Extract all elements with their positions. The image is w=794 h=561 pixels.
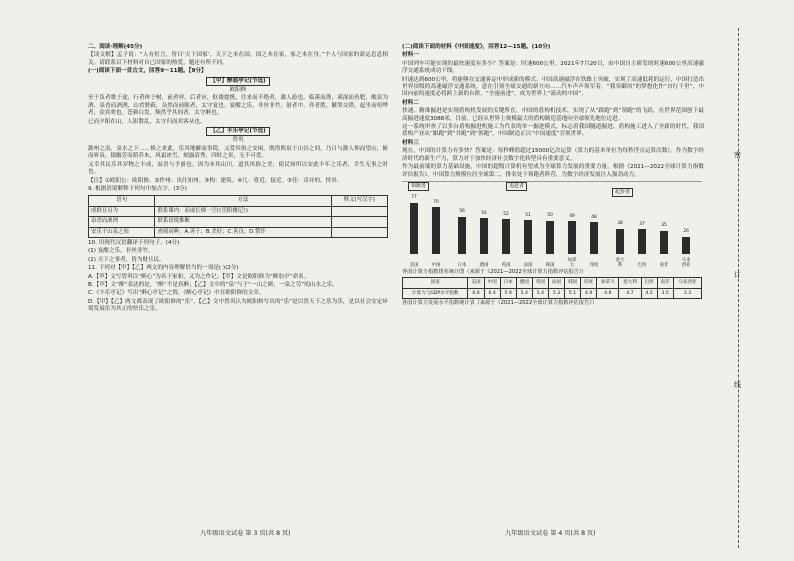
intro-text: 【读文解】孟子说：“人有恒言，皆曰‘天下国家’。天下之本在国，国之本在家，家之本在身。”个人与国家的命运息息相关。请联系以下材料对自己国家的热爱，题还有所不同。: [88, 52, 388, 66]
table-header: 韩国: [565, 278, 581, 288]
option-a[interactable]: A.【甲】文写曾巩以“醉心”为名于家和，又为之作记；【甲】文是欧阳修为“醉翁亭”命名。: [88, 273, 310, 280]
table-cell: 4.7: [619, 288, 641, 298]
material-1-label: 材料一: [402, 52, 419, 59]
data-label: 50: [547, 213, 553, 219]
page-footer-right: 九年级语文试卷 第 4 页(共 8 页): [505, 530, 596, 537]
table-cell: 6.4: [484, 288, 500, 298]
table-header: 巴西: [641, 278, 657, 288]
chart-caption: 各国计算力指数排名统计图（来源于《2021—2022全球计算力指数评估报告》）: [402, 268, 587, 275]
text-b-author: 曾巩: [232, 137, 244, 144]
question-10-1: (1) 宴酣之乐，非丝非竹。: [88, 248, 154, 255]
table-header: 日本: [500, 278, 516, 288]
table-header: 意大利: [619, 278, 641, 288]
section-heading: (二)阅读下面的材料《中国速度》，回答12—15题。(10分): [402, 44, 551, 50]
category-label: 德国: [479, 262, 489, 268]
material-3-body-2: 作为最前端的算力基础设施，中国的超级计算机有望成为全球算力发展的重要力量。根据《2021—2022全球计算力指数评估报告》，中国算力规模位居全球第二，排名处于领跑者阵营，为数字经济发展注入强劲动力。: [402, 164, 704, 178]
chart-bar: [638, 229, 646, 254]
group-label: 领跑者: [408, 182, 429, 191]
margin-label: 密: [734, 151, 741, 159]
table-header: 印度: [581, 278, 597, 288]
data-table: [402, 277, 702, 299]
category-label: 印度: [589, 262, 599, 268]
subsection-heading: (一)阅读下面一首古文，回答9～11题。【9分】: [88, 68, 207, 75]
chart-bar: [458, 217, 466, 254]
category-label: 美国: [409, 262, 419, 268]
answer-cell[interactable]: [331, 206, 387, 216]
chart-bar: [524, 220, 532, 254]
table-cell: 4.8: [597, 288, 619, 298]
margin-label: 订: [734, 271, 741, 279]
data-label: 48: [591, 214, 597, 220]
table-header: 南非: [657, 278, 673, 288]
chart-bar: [546, 221, 554, 254]
data-label: 51: [525, 212, 531, 218]
table-cell: 3.5: [657, 288, 673, 298]
material-1-body: 中国列车可能实现的最快速度有多少？答案是：时速600公里。2021年7月20日，由中国自主研发的时速600公里高速磁浮交通系统成功下线。: [402, 60, 704, 75]
table-cell: 5.9: [500, 288, 516, 298]
table-header: 加拿大: [597, 278, 619, 288]
table-header: 语句: [89, 196, 155, 206]
category-label: 南非: [659, 262, 669, 268]
text-a-body-1: 至于负者歌于途，行者休于树，前者呼，后者应，伛偻提携，往来而不绝者，滁人游也。临溪而渔，溪深而鱼肥，酿泉为酒，泉香而酒洌，山肴野蔌，杂然而前陈者，太守宴也。宴酣之乐，非丝非竹，射者中，弈者胜，觥筹交错，起坐而喧哗者，众宾欢也。苍颜白发，颓然乎其间者，太守醉也。: [88, 95, 388, 117]
question-10: 10. 用现代汉语翻译下列句子。(4分): [88, 239, 180, 246]
table-header: 法国: [548, 278, 564, 288]
data-label: 56: [459, 209, 465, 215]
table-row: 安乐于山泉之间 查阅词典：A.善于；B.美好；C.善良；D.赞许: [89, 227, 388, 237]
table-header: 释义(写汉字): [331, 196, 387, 206]
table-header: 国家: [403, 278, 468, 288]
data-label: 35: [661, 223, 667, 229]
section-heading: 二、阅读·理解(45分): [88, 44, 143, 50]
text-b-body-2: 又幸其民乐其岁物之丰成，而喜与予游也。因为本其山川，道其风俗之美，使民知所以安此丰年之乐者，幸生无事之时也。: [88, 161, 388, 176]
chart-bar: [660, 231, 668, 254]
data-label: 38: [617, 221, 623, 227]
group-label: 追赶者: [506, 182, 527, 191]
category-label: 巴西: [637, 262, 647, 268]
material-2-label: 材料二: [402, 99, 419, 106]
text-a-body-2: 已而夕阳在山，人影散乱，太守归而宾客从也。: [88, 118, 206, 125]
table-header: 中国: [484, 278, 500, 288]
table-header: 马来西亚: [673, 278, 701, 288]
table-cell: 4.9: [581, 288, 597, 298]
answer-cell[interactable]: [331, 217, 387, 227]
table-cell: 5.4: [516, 288, 532, 298]
data-label: 37: [639, 221, 645, 227]
table-header: 方法: [155, 196, 331, 206]
notes: 【注】①欧阳公：欧阳修。②作州：出任知州。③构：建筑。④几：将近，接近。⑤佳：奇异的，怪异。: [88, 177, 343, 184]
chart-bar: [568, 221, 576, 254]
category-label: 韩国: [545, 262, 555, 268]
answer-cell[interactable]: [331, 227, 387, 237]
chart-bar: [590, 222, 598, 254]
table-header: 美国: [468, 278, 484, 288]
table-row: 泉香而酒洌 联系语境推断: [89, 217, 388, 227]
bar-chart: [402, 181, 702, 268]
option-b[interactable]: B.【甲】文“醉”表达的是，“醉”不是真醉；【乙】文中的“泉”与于“一山之顾，一泉之劳”的山水之乐。: [88, 281, 338, 288]
table-caption: 各国计算力发展水平指数统计表（来源于《2021—2022全球计算力指数评估报告》）: [402, 300, 597, 307]
margin-label: 线: [734, 381, 741, 389]
binding-line: [738, 28, 739, 548]
data-label: 52: [503, 211, 509, 217]
chart-bar: [616, 229, 624, 254]
table-header: 英国: [532, 278, 548, 288]
table-row: [403, 288, 702, 298]
material-2-body-2: 这一系统审查了以多台盾构掘进机施工为代表的单一掘进模式，标志着我国隧道掘进、盾构施工进入了全新的时代，我国盾构产业从“跟跑”到“并跑”到“领跑”，中国制造正以“中国速度”引领世界。: [402, 124, 704, 138]
data-label: 77: [411, 195, 417, 201]
option-c[interactable]: C.《丰乐亭记》写出“醉心亭记”之情，《醉心亭记》中在欧阳修的文章。: [88, 290, 265, 297]
text-a-title: 【甲】醉翁亭记(节选): [88, 77, 388, 86]
category-label: 法国: [523, 262, 533, 268]
table-cell: 计算力与GDP水平指数: [403, 288, 468, 298]
table-cell: 5.1: [565, 288, 581, 298]
chart-bar: [410, 203, 418, 254]
page-3-column: [88, 44, 388, 315]
data-label: 49: [569, 213, 575, 219]
option-d[interactable]: D.【甲】【乙】两文都表现了欧阳修的“乐”，【乙】文中曾巩认为欧阳修写出的“乐”是以普天下之乐为乐，是以社会安定环境发展乐为其正的快乐之乐。: [88, 298, 388, 313]
category-label: 中国: [431, 262, 441, 268]
category-label: 日本: [457, 262, 467, 268]
material-3-body: 现在，中国的计算力有多快？答案是：每秒峰值超过15000亿次运算（算力的基本单位为每秒浮点运算次数）。作为数字经济时代的新生产力，算力对于加快经济社会数字化转型具有重要意义。: [402, 148, 704, 162]
table-header: 德国: [516, 278, 532, 288]
table-cell: 5.4: [532, 288, 548, 298]
text-b-body-1: 滁州之南，泉水之下……修之来此，乐其地僻而事简，又爱其俗之安闲。既得斯泉于山谷之间，乃日与滁人仰而望山，俯而听泉。掇幽芳而荫乔木，风霜冰雪，刻露清秀，四时之景，无不可爱。: [88, 145, 388, 160]
chart-bar: [682, 237, 690, 254]
question-11: 11. 下列对【甲】【乙】两文的内容理解恰当的一项是( )(2分): [88, 265, 239, 272]
table-cell: 6.6: [468, 288, 484, 298]
page-4-column: [402, 44, 704, 309]
category-label: 马来西亚: [681, 257, 691, 268]
table-row: [403, 278, 702, 288]
data-label: 26: [683, 229, 689, 235]
table-cell: 3.3: [673, 288, 701, 298]
table-cell: 4.2: [641, 288, 657, 298]
category-label: 加拿大: [567, 257, 577, 268]
table-cell: 5.3: [548, 288, 564, 298]
page-footer-left: 九年级语文试卷 第 3 页(共 8 页): [200, 530, 291, 537]
category-label: 英国: [501, 262, 511, 268]
chart-bar: [502, 219, 510, 254]
material-3-label: 材料三: [402, 139, 419, 146]
material-1-body-2: 时速达到600公里，将能够在交通客运中形成新的模式。中国高速磁浮在铁路上突破，实现了高速低耗的运行，中国打造出世界顶级的高速磁浮交通系统，意在引领全球交通的新方向……汽车声声领军着，“我奉御风”的梦想化作“自行千里”，中国向前的速度必将跨上新的台阶，“全速前进”，成为世界上“流动的中国”。: [402, 76, 704, 98]
text-a-author: 欧阳修: [229, 87, 247, 94]
group-label: 起步者: [612, 188, 633, 197]
chart-bar: [432, 207, 440, 254]
question-10-2: (2) 天下之事者，皆为财且民。: [88, 256, 165, 263]
data-label: 70: [433, 199, 439, 205]
material-2-body: 快速、精准掘进是实现盾构机发展的关键所在，中国的盾构机技术，实现了从“跟跑”到“领跑”的飞跃，在世界范围创下最高掘进速度3088米，目前，已经从世界上规模最大的盾构制造基地向全球领先地位迈进。: [402, 108, 704, 122]
question-9-table: [88, 195, 388, 238]
table-row: 成群且另为 联系课内：而或长烟一空(《岳阳楼记》): [89, 206, 388, 216]
question-9: 9. 根据语境解释下列句中加点字。(3分): [88, 185, 187, 192]
chart-bar: [480, 218, 488, 254]
data-label: 54: [481, 210, 487, 216]
category-label: 意大利: [615, 257, 625, 268]
text-b-title: 【乙】丰乐亭记(节选): [88, 127, 388, 136]
